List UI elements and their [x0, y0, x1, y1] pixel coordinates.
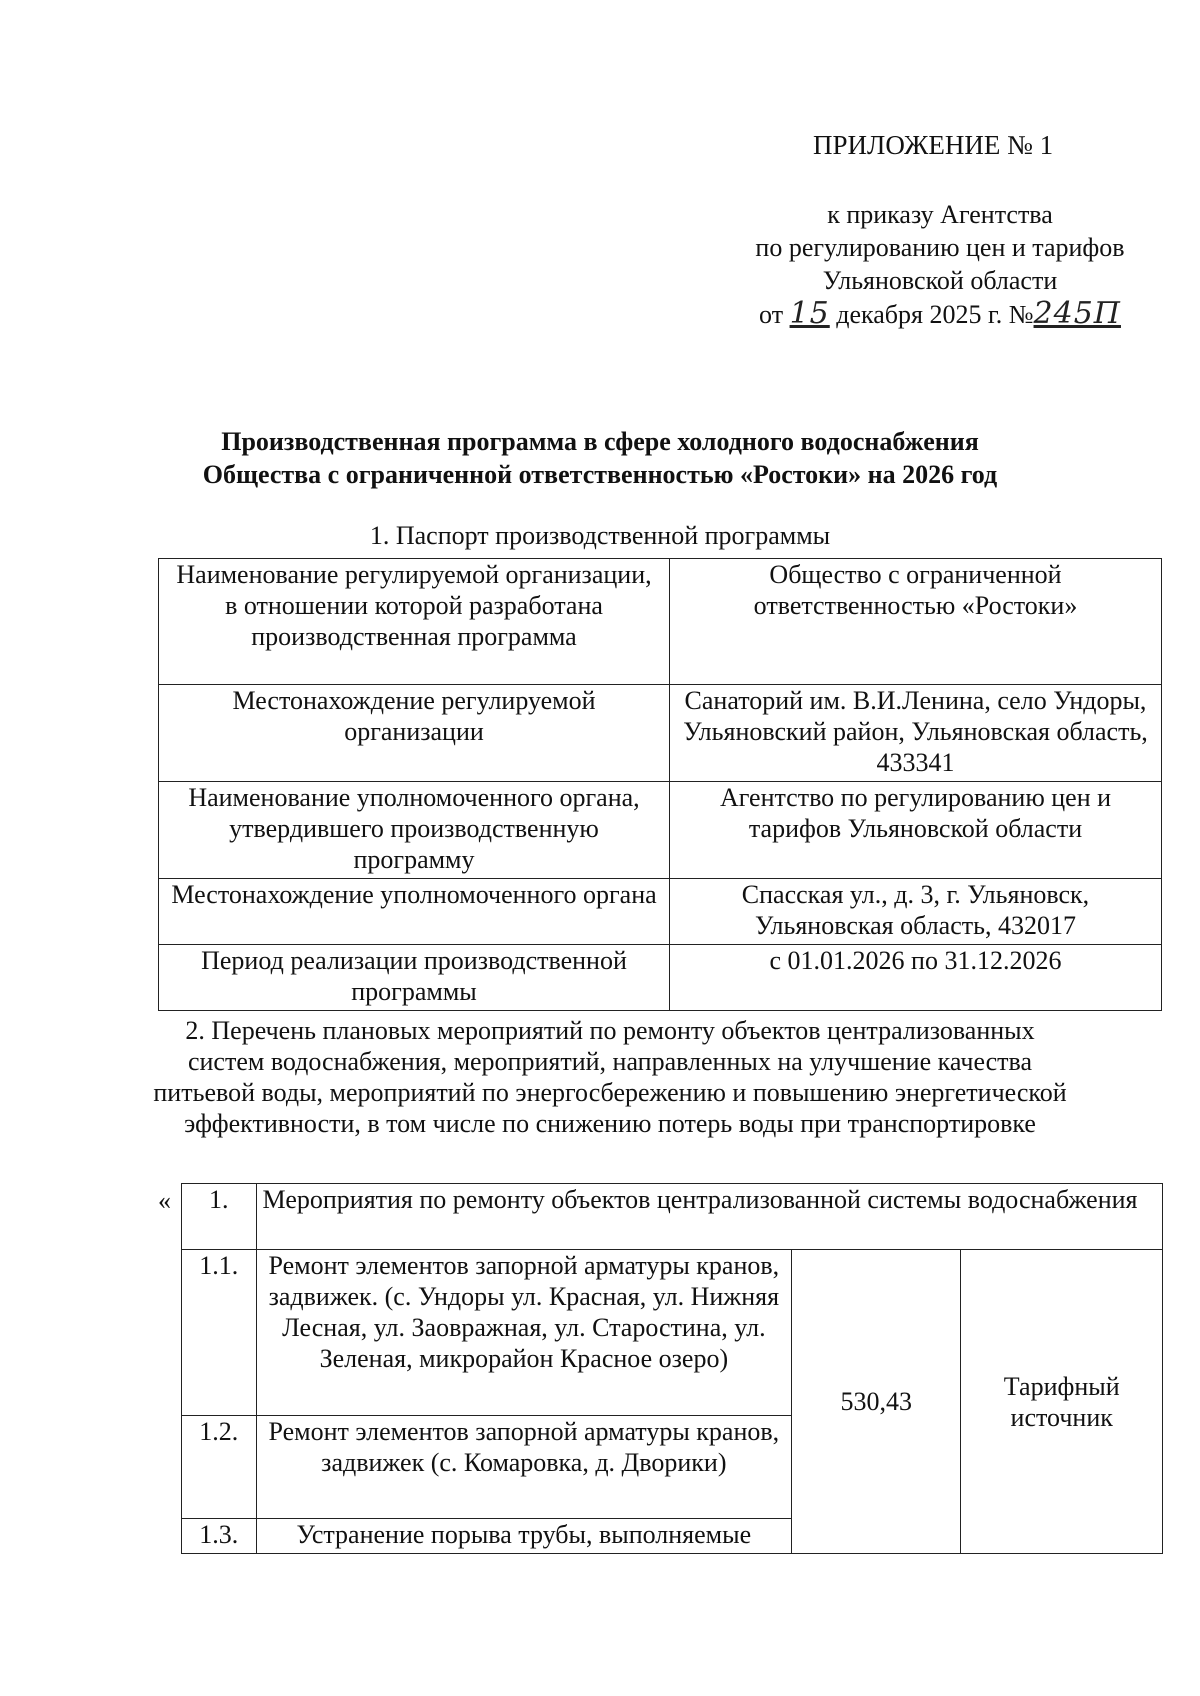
order-number-handwritten: 245П [1033, 296, 1121, 331]
quote-mark: « [158, 1186, 171, 1215]
order-line-1: к приказу Агентства [827, 200, 1053, 229]
item-number: 1.2. [182, 1416, 257, 1519]
item-name: Ремонт элементов запорной арматуры кранов, задвижек (с. Комаровка, д. Дворики) [256, 1416, 792, 1519]
passport-value: с 01.01.2026 по 31.12.2026 [670, 945, 1162, 1011]
passport-value: Санаторий им. В.И.Ленина, село Ундоры, Ульяновский район, Ульяновская область, 433341 [670, 685, 1162, 782]
group-name: Мероприятия по ремонту объектов централизованной системы водоснабжения [256, 1184, 1162, 1250]
amount-cell: 530,43 [792, 1250, 961, 1554]
date-prefix: от [759, 300, 784, 329]
passport-table [158, 558, 1162, 1011]
section-1-heading: 1. Паспорт производственной программы [369, 521, 831, 550]
item-name: Устранение порыва трубы, выполняемые [256, 1519, 792, 1554]
passport-label: Наименование уполномоченного органа, утвердившего производственную программу [159, 782, 670, 879]
table-row [159, 559, 1162, 685]
date-rest: декабря 2025 г. № [836, 300, 1034, 329]
program-title-line-1: Производственная программа в сфере холодного водоснабжения [221, 427, 979, 456]
table-row [159, 782, 1162, 879]
passport-value: Спасская ул., д. 3, г. Ульяновск, Ульяновская область, 432017 [670, 879, 1162, 945]
passport-label: Местонахождение уполномоченного органа [159, 879, 670, 945]
passport-label: Период реализации производственной программы [159, 945, 670, 1011]
order-date-line [700, 297, 1180, 331]
group-number: 1. [182, 1184, 257, 1250]
order-line-2: по регулированию цен и тарифов [755, 233, 1125, 262]
order-line-3: Ульяновской области [822, 266, 1058, 295]
passport-value: Агентство по регулированию цен и тарифов Ульяновской области [670, 782, 1162, 879]
passport-label: Наименование регулируемой организации, в отношении которой разработана производственная программа [159, 559, 670, 685]
date-day-handwritten: 15 [789, 296, 830, 331]
passport-value: Общество с ограниченной ответственностью «Ростоки» [670, 559, 1162, 685]
order-reference [700, 198, 1180, 331]
funding-source-cell: Тарифный источник [961, 1250, 1163, 1554]
passport-label: Местонахождение регулируемой организации [159, 685, 670, 782]
item-name: Ремонт элементов запорной арматуры кранов, задвижек. (с. Ундоры ул. Красная, ул. Нижняя Лесная, ул. Заовражная, ул. Старостина, ул. Зеленая, микрорайон Красное озеро) [256, 1250, 792, 1416]
table-row [159, 945, 1162, 1011]
table-row [182, 1184, 1163, 1250]
table-row [159, 879, 1162, 945]
item-number: 1.1. [182, 1250, 257, 1416]
table-row [159, 685, 1162, 782]
appendix-title: ПРИЛОЖЕНИЕ № 1 [813, 130, 1054, 160]
section-2-heading: 2. Перечень плановых мероприятий по ремонту объектов централизованных систем водоснабжения, мероприятий, направленных на улучшение качества питьевой воды, мероприятий по энергосбережению и повышению энергетической эффективности, в том числе по снижению потерь воды при транспортировке [153, 1016, 1067, 1138]
program-title-line-2: Общества с ограниченной ответственностью «Ростоки» на 2026 год [202, 460, 998, 489]
program-title [0, 425, 1200, 491]
table-row [182, 1250, 1163, 1416]
item-number: 1.3. [182, 1519, 257, 1554]
measures-table [181, 1183, 1163, 1554]
